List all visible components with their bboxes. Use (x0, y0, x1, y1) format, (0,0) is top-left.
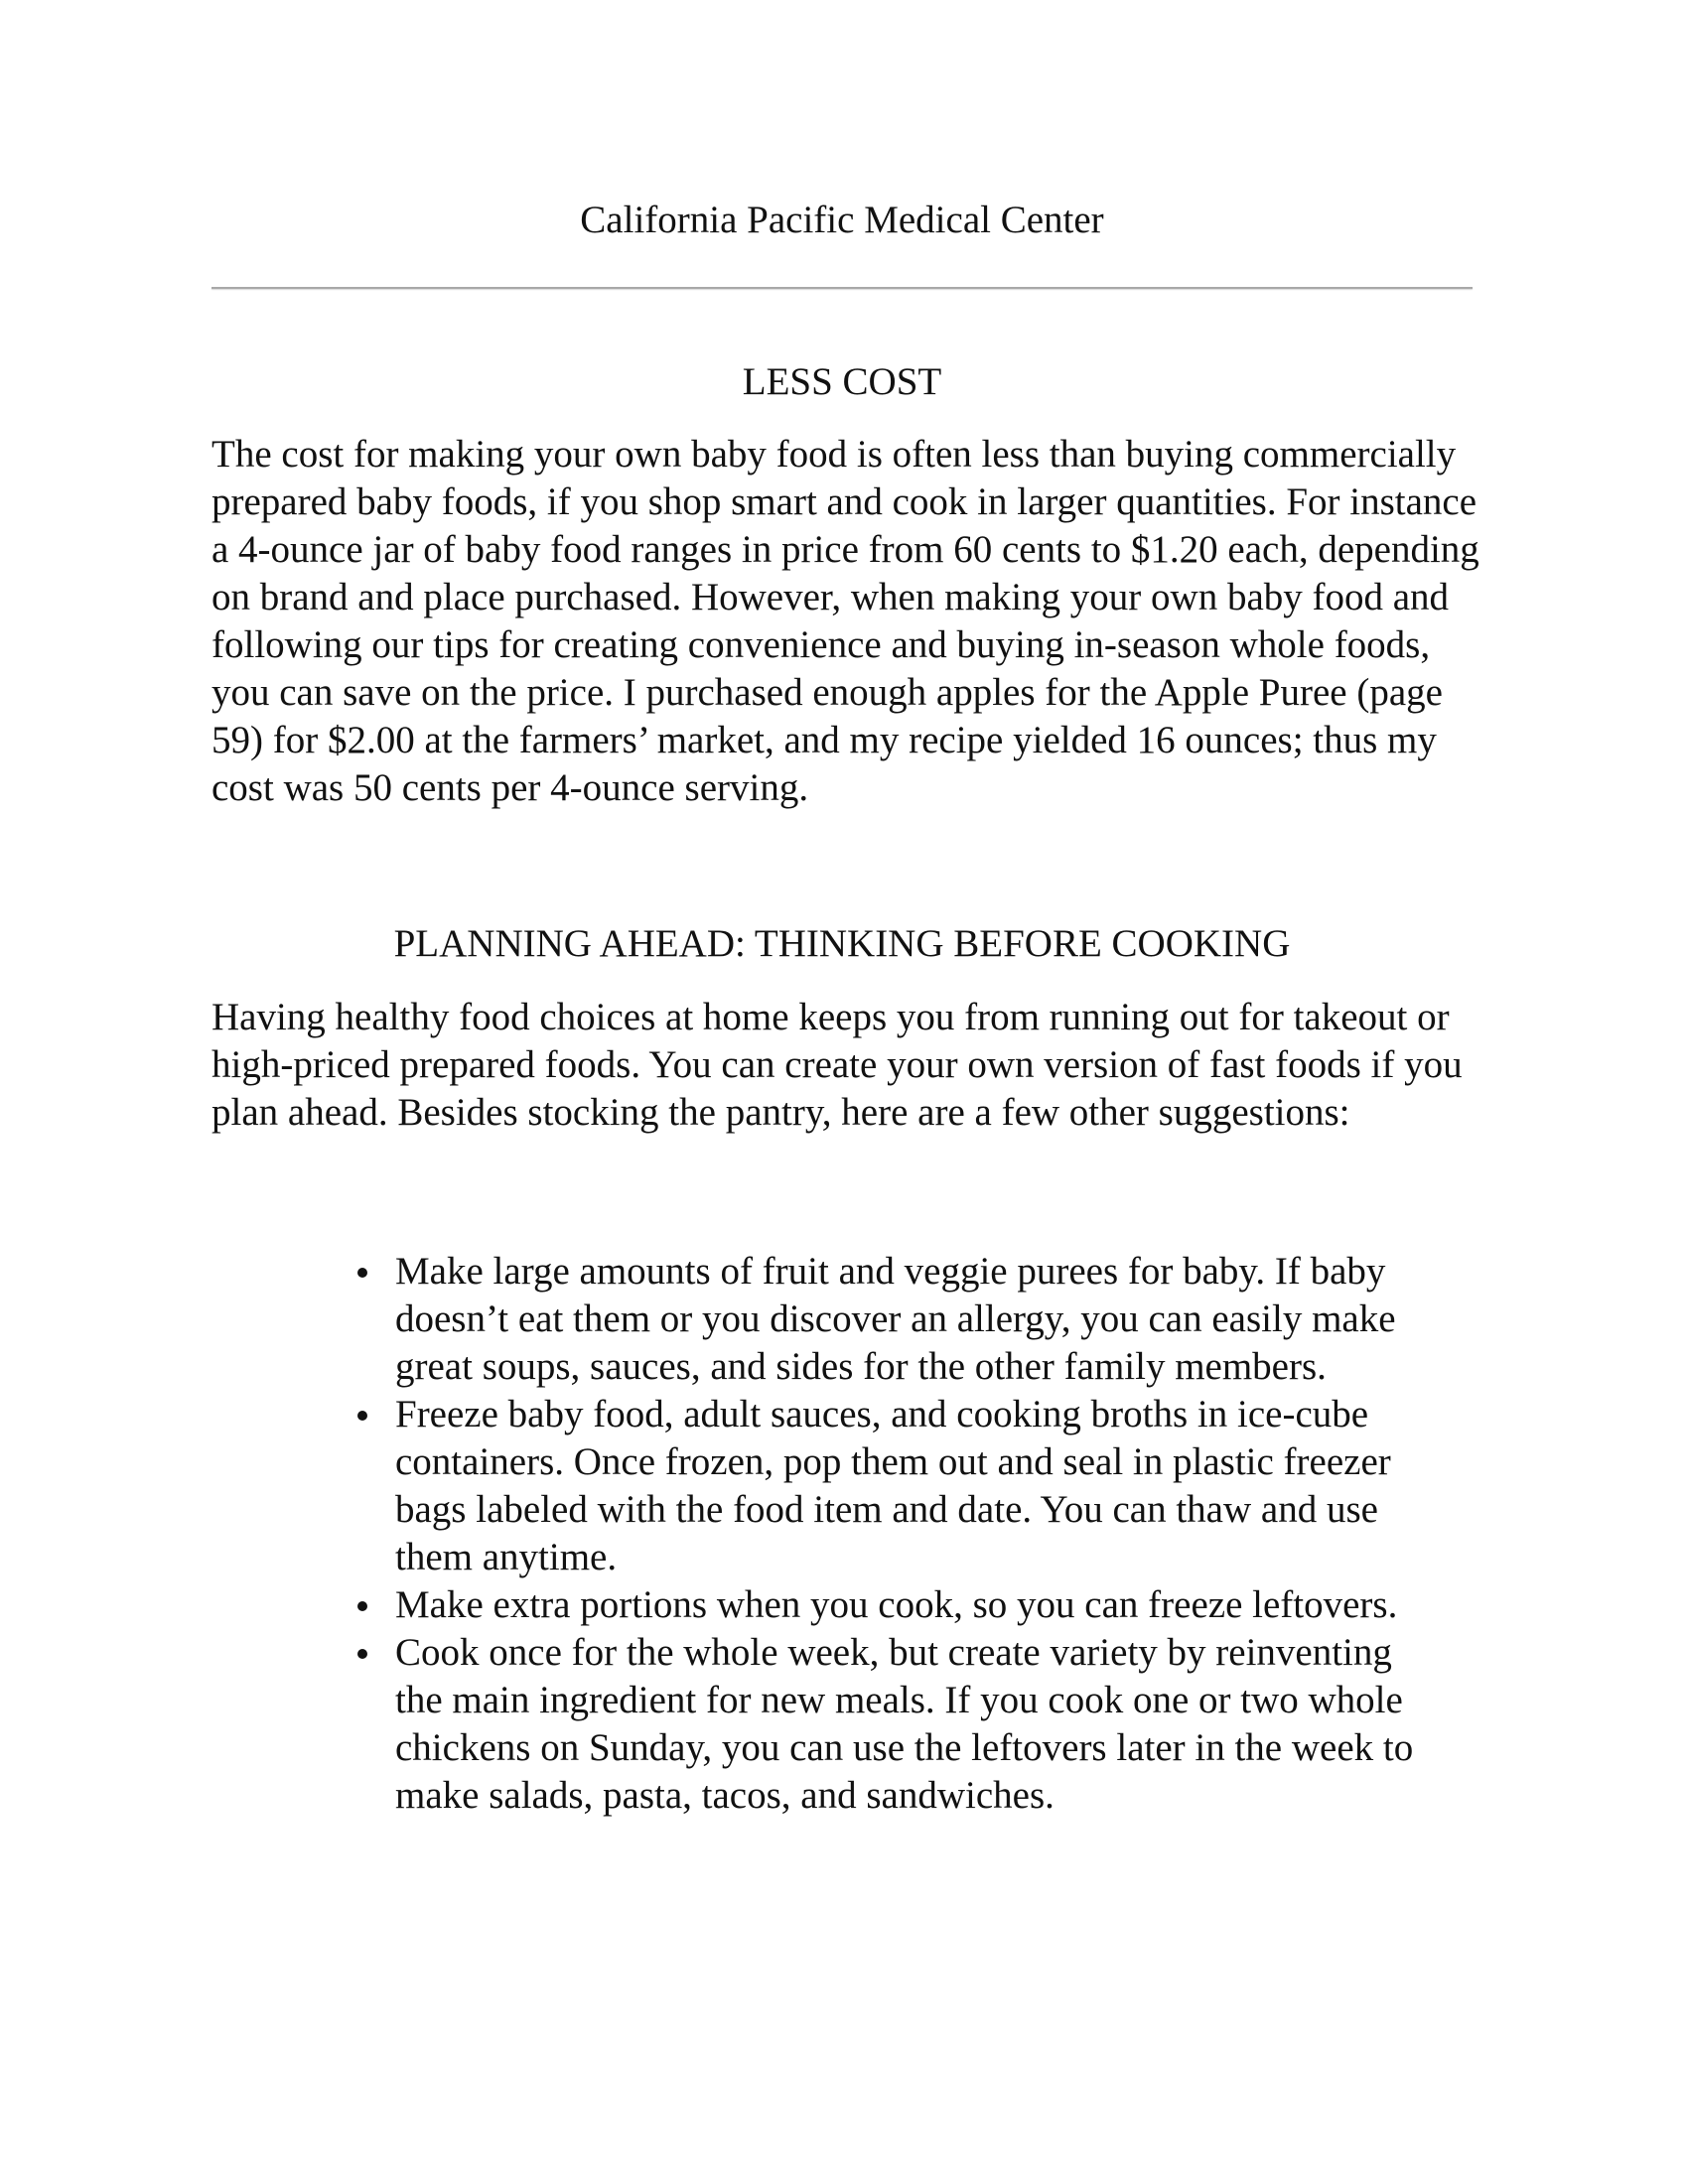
list-item-text: Cook once for the whole week, but create variety by reinventing the main ingredient for new meals. If you cook one or two whole chickens on Sunday, you can use the leftovers later in the week to make salads, pasta, tacos, and sandwiches. (395, 1631, 1414, 1817)
bullet-icon (357, 1649, 367, 1659)
bullet-icon (357, 1411, 367, 1421)
list-item (352, 1581, 1435, 1629)
bullet-icon (357, 1601, 367, 1611)
suggestions-list (352, 1248, 1435, 1820)
list-item-text: Freeze baby food, adult sauces, and cooking broths in ice-cube containers. Once frozen, pop them out and seal in plastic freezer bags labeled with the food item and date. You can thaw and use them anytime. (395, 1393, 1391, 1578)
list-item (352, 1391, 1435, 1581)
less-cost-paragraph: The cost for making your own baby food is often less than buying commercially prepared baby foods, if you shop smart and cook in larger quantities. For instance a 4-ounce jar of baby food ranges in price from 60 cents to $1.20 each, depending on brand and place purchased. However, when making your own baby food and following our tips for creating convenience and buying in-season whole foods, you can save on the price. I purchased enough apples for the Apple Puree (page 59) for $2.00 at the farmers’ market, and my recipe yielded 16 ounces; thus my cost was 50 cents per 4-ounce serving. (211, 433, 1479, 809)
page-header-title: California Pacific Medical Center (580, 199, 1104, 241)
list-item (352, 1629, 1435, 1820)
list-item (352, 1248, 1435, 1391)
list-item-text: Make large amounts of fruit and veggie purees for baby. If baby doesn’t eat them or you discover an allergy, you can easily make great soups, sauces, and sides for the other family members. (395, 1250, 1396, 1388)
header-divider (211, 287, 1473, 289)
section-heading-less-cost: LESS COST (742, 360, 942, 403)
section-heading-planning-ahead: PLANNING AHEAD: THINKING BEFORE COOKING (393, 922, 1291, 965)
bullet-icon (357, 1268, 367, 1278)
planning-ahead-paragraph: Having healthy food choices at home keeps you from running out for takeout or high-priced prepared foods. You can create your own version of fast foods if you plan ahead. Besides stocking the pantry, here are a few other suggestions: (211, 996, 1463, 1134)
list-item-text: Make extra portions when you cook, so you can freeze leftovers. (395, 1583, 1398, 1626)
